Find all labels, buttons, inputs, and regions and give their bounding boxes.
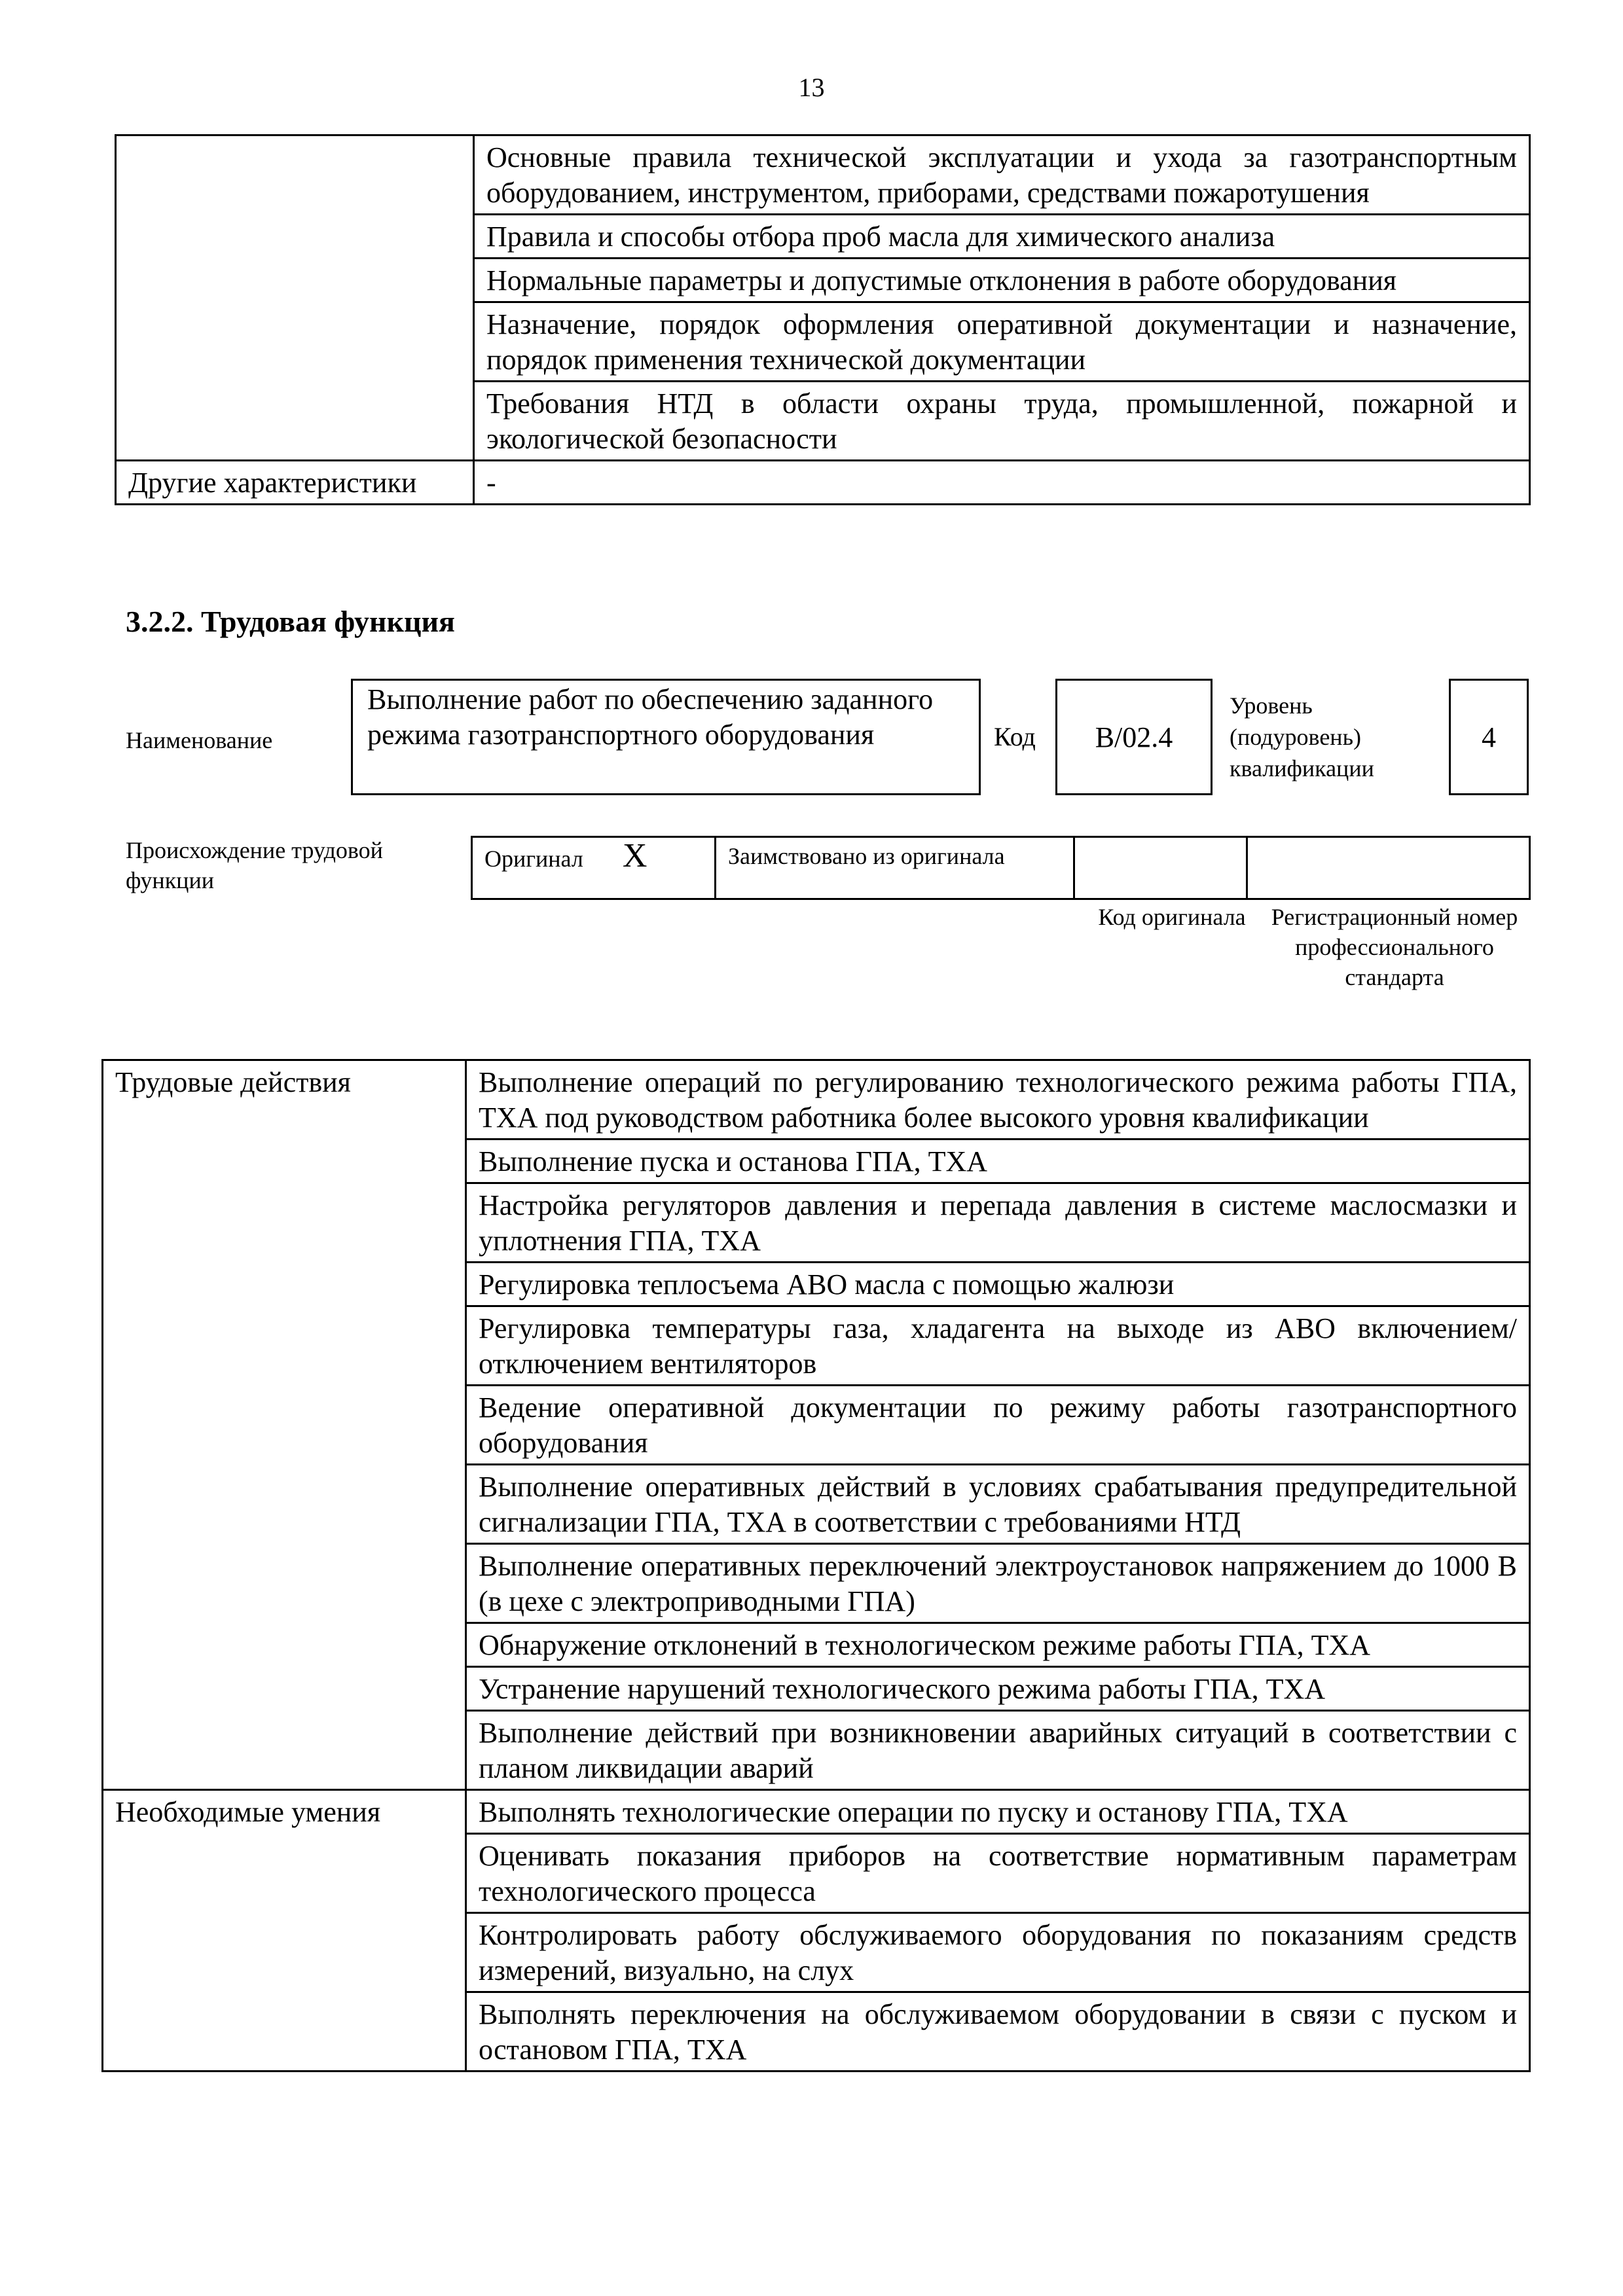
origin-code-cell [1074,837,1247,899]
table-row [103,1790,1530,1834]
level-box [1449,679,1529,795]
action-item: Устранение нарушений технологического режима работы ГПА, ТХА [466,1667,1530,1711]
code-value: В/02.4 [1095,721,1173,753]
action-item: Регулировка температуры газа, хладагента на выходе из АВО включением/отключением вентиляторов [466,1306,1530,1386]
action-item: Выполнение оперативных переключений электроустановок напряжением до 1000 В (в цехе с электроприводными ГПА) [466,1544,1530,1623]
function-name-box: Выполнение работ по обеспечению заданного режима газотранспортного оборудования [351,679,981,795]
level-label-line: Уровень [1230,692,1313,719]
action-item: Выполнение пуска и останова ГПА, ТХА [466,1139,1530,1183]
action-item: Выполнение оперативных действий в условиях срабатывания предупредительной сигнализации ГПА, ТХА в соответствии с требованиями НТД [466,1465,1530,1544]
other-characteristics-value: - [474,461,1530,505]
origin-label: Происхождение трудовой функции [126,837,383,893]
skill-item: Выполнять технологические операции по пуску и останову ГПА, ТХА [466,1790,1530,1834]
caption-code: Код оригинала [1098,904,1246,930]
knowledge-item: Назначение, порядок оформления оперативной документации и назначение, порядок применения технической документации [474,302,1530,382]
knowledge-label-cell [116,135,474,461]
level-label-line: квалификации [1230,755,1374,781]
knowledge-table [115,134,1531,505]
table-row [472,837,1530,899]
section-heading: 3.2.2. Трудовая функция [126,605,455,638]
level-value: 4 [1482,721,1496,753]
action-item: Регулировка теплосъема АВО масла с помощью жалюзи [466,1263,1530,1306]
origin-table [471,836,1531,900]
skills-label: Необходимые умения [103,1790,466,2072]
code-box [1055,679,1213,795]
skill-item: Оценивать показания приборов на соответствие нормативным параметрам технологического процесса [466,1834,1530,1913]
level-label-line: (подуровень) [1230,724,1361,750]
table-row [116,135,1530,215]
original-label: Оригинал [484,846,583,872]
actions-label: Трудовые действия [103,1060,466,1790]
other-characteristics-label: Другие характеристики [116,461,474,505]
action-item: Обнаружение отклонений в технологическом режиме работы ГПА, ТХА [466,1623,1530,1667]
table-row [116,461,1530,505]
page-number: 13 [798,73,825,102]
level-label [1230,690,1374,784]
origin-original-cell [472,837,716,899]
code-label: Код [994,722,1036,751]
skill-item: Выполнять переключения на обслуживаемом оборудовании в связи с пуском и остановом ГПА, ТХА [466,1992,1530,2072]
action-item: Ведение оперативной документации по режиму работы газотранспортного оборудования [466,1386,1530,1465]
knowledge-item: Правила и способы отбора проб масла для химического анализа [474,215,1530,259]
action-item: Выполнение действий при возникновении аварийных ситуаций в соответствии с планом ликвидации аварий [466,1711,1530,1790]
action-item: Выполнение операций по регулированию технологического режима работы ГПА, ТХА под руководством работника более высокого уровня квалификации [466,1060,1530,1139]
name-label: Наименование [126,727,273,753]
borrowed-label: Заимствовано из оригинала [716,837,1074,899]
caption-reg: Регистрационный номер профессионального стандарта [1271,904,1518,990]
table-row [103,1060,1530,1139]
original-mark: Х [622,837,647,874]
knowledge-item: Основные правила технической эксплуатации и ухода за газотранспортным оборудованием, инструментом, приборами, средствами пожаротушения [474,135,1530,215]
skill-item: Контролировать работу обслуживаемого оборудования по показаниям средств измерений, визуально, на слух [466,1913,1530,1992]
knowledge-item: Требования НТД в области охраны труда, промышленной, пожарной и экологической безопасности [474,382,1530,461]
function-table [101,1059,1531,2072]
action-item: Настройка регуляторов давления и перепада давления в системе маслосмазки и уплотнения ГПА, ТХА [466,1183,1530,1263]
origin-reg-cell [1247,837,1530,899]
knowledge-item: Нормальные параметры и допустимые отклонения в работе оборудования [474,259,1530,302]
